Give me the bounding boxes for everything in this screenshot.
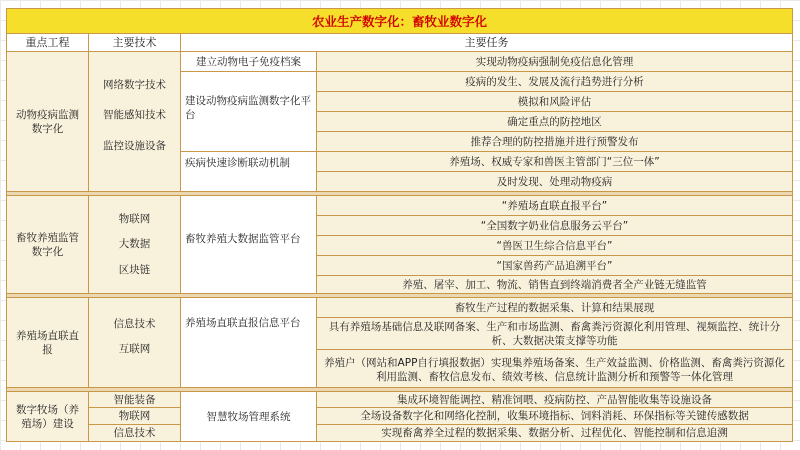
mid-cell: 疾病快速诊断联动机制 <box>181 152 317 192</box>
task-cell: 全场设备数字化和网络化控制，收集环境指标、饲料消耗、环保指标等关键传感数据 <box>317 408 792 425</box>
task-cell: “全国数字奶业信息服务云平台” <box>317 216 792 236</box>
project-cell: 畜牧养殖监管数字化 <box>7 196 89 294</box>
task-cell: 模拟和风险评估 <box>317 92 792 112</box>
tech-item: 网络数字技术 <box>103 79 166 92</box>
mid-cell: 养殖场直联直报信息平台 <box>181 298 317 388</box>
task-cell: 养殖户（网站和APP自行填报数据）实现集养殖场备案、生产效益监测、价格监测、畜禽粪污资源化利用监测、畜牧信息发布、绩效考核、信息统计监测分析和预警等一体化管理 <box>317 350 792 388</box>
task-cell: 养殖、屠宰、加工、物流、销售直到终端消费者全产业链无缝监管 <box>317 276 792 294</box>
header-task: 主要任务 <box>181 34 792 52</box>
task-cell: 实现畜禽养全过程的数据采集、数据分析、过程优化、智能控制和信息追溯 <box>317 425 792 441</box>
table-title: 农业生产数字化：畜牧业数字化 <box>7 9 792 34</box>
summary-table <box>6 8 793 442</box>
tech-cell <box>89 52 181 192</box>
task-cell: 具有养殖场基础信息及联网备案、生产和市场监测、畜禽粪污资源化利用管理、视频监控、统计分析、大数据决策支撑等功能 <box>317 318 792 350</box>
project-cell: 养殖场直联直报 <box>7 298 89 388</box>
tech-item: 智能装备 <box>89 392 181 408</box>
task-cell: 养殖场、权威专家和兽医主管部门“三位一体” <box>317 152 792 172</box>
task-cell: “养殖场直联直报平台” <box>317 196 792 216</box>
tech-item: 大数据 <box>118 238 151 251</box>
project-cell: 动物疫病监测数字化 <box>7 52 89 192</box>
task-cell: “国家兽药产品追溯平台” <box>317 256 792 276</box>
tech-item: 信息技术 <box>89 425 181 441</box>
mid-cell: 建立动物电子免疫档案 <box>181 52 317 72</box>
task-cell: “兽医卫生综合信息平台” <box>317 236 792 256</box>
header-tech: 主要技术 <box>89 34 181 52</box>
tech-cell <box>89 196 181 294</box>
task-cell: 推荐合理的防控措施并进行预警发布 <box>317 132 792 152</box>
task-cell: 疫病的发生、发展及流行趋势进行分析 <box>317 72 792 92</box>
mid-cell: 建设动物疫病监测数字化平台 <box>181 72 317 152</box>
tech-item: 信息技术 <box>113 318 156 331</box>
mid-cell: 畜牧养殖大数据监管平台 <box>181 196 317 294</box>
tech-item: 监控设施设备 <box>103 139 166 152</box>
task-cell: 及时发现、处理动物疫病 <box>317 172 792 192</box>
tech-item: 区块链 <box>118 264 151 277</box>
task-cell: 畜牧生产过程的数据采集、计算和结果展现 <box>317 298 792 318</box>
tech-cell <box>89 298 181 388</box>
task-cell: 确定重点的防控地区 <box>317 112 792 132</box>
tech-item: 物联网 <box>118 212 151 225</box>
project-cell: 数字牧场（养殖场）建设 <box>7 392 89 441</box>
header-project: 重点工程 <box>7 34 89 52</box>
tech-item: 物联网 <box>89 408 181 425</box>
tech-item: 智能感知技术 <box>103 109 166 122</box>
tech-item: 互联网 <box>118 342 151 355</box>
mid-cell: 智慧牧场管理系统 <box>181 392 317 441</box>
task-cell: 集成环境智能调控、精准饲喂、疫病防控、产品智能收集等设施设备 <box>317 392 792 408</box>
task-cell: 实现动物疫病强制免疫信息化管理 <box>317 52 792 72</box>
